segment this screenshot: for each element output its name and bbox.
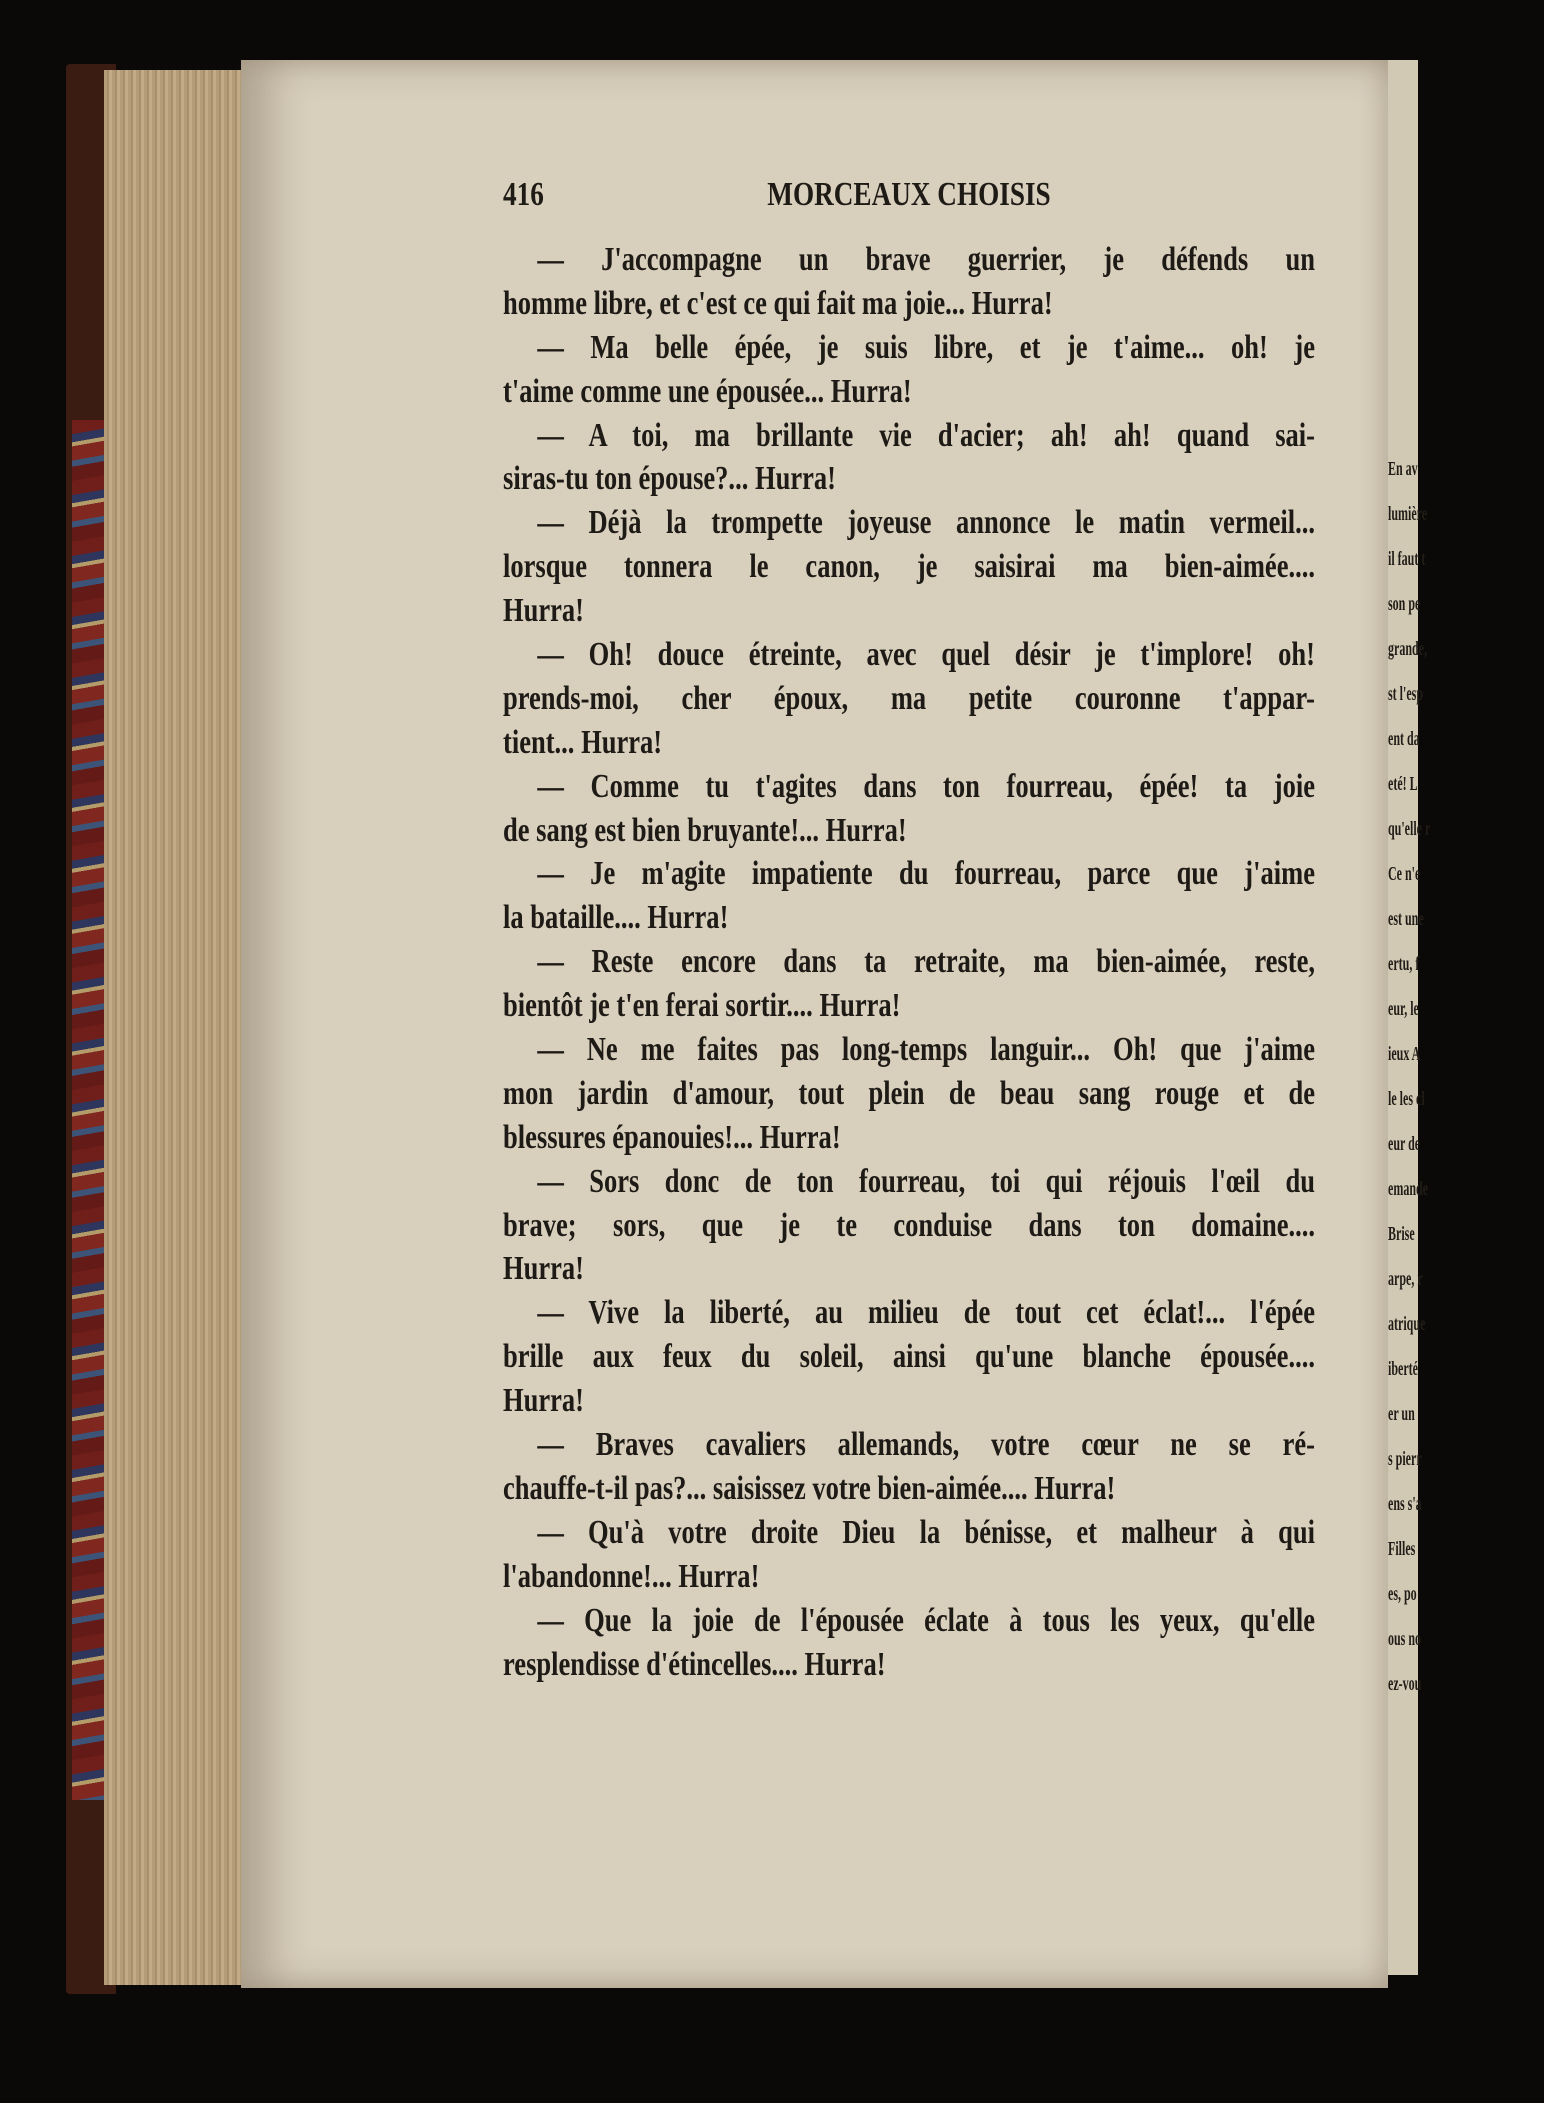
paragraph: [503, 501, 1544, 633]
text-line: resplendisse d'étincelles.... Hurra!: [503, 1645, 886, 1683]
next-page-fragment: s pierr: [1388, 1448, 1422, 1470]
paragraph: [503, 1028, 1544, 1160]
next-page-fragment: Brise: [1388, 1223, 1415, 1245]
paragraph: [503, 238, 1544, 326]
text-line: brille aux feux du soleil, ainsi qu'une blanche épousée....: [503, 1338, 1315, 1376]
next-page-fragment: ent da: [1388, 728, 1420, 750]
text-line: — Oh! douce étreinte, avec quel désir je t'implore! oh!: [537, 636, 1315, 674]
next-page-fragment: En av: [1388, 458, 1418, 480]
next-page-fragment: ous no: [1388, 1628, 1422, 1650]
paragraph: [503, 1423, 1544, 1511]
next-page-fragment: atrique: [1388, 1313, 1426, 1335]
next-page-fragment: eur de: [1388, 1133, 1421, 1155]
running-title: MORCEAUX CHOISIS: [767, 176, 1051, 213]
text-line: — A toi, ma brillante vie d'acier; ah! ah! quand sai-: [537, 416, 1315, 454]
text-line: — Qu'à votre droite Dieu la bénisse, et malheur à qui: [537, 1513, 1315, 1551]
text-line: — Ne me faites pas long-temps languir... Oh! que j'aime: [537, 1031, 1315, 1069]
text-line: chauffe-t-il pas?... saisissez votre bien-aimée.... Hurra!: [503, 1469, 1116, 1507]
next-page-fragment: eté! L: [1388, 773, 1418, 795]
paragraph: [503, 940, 1544, 1028]
text-line: mon jardin d'amour, tout plein de beau sang rouge et de: [503, 1074, 1315, 1112]
text-line: — Déjà la trompette joyeuse annonce le matin vermeil...: [537, 504, 1315, 542]
next-page-fragment: qu'elle r: [1388, 818, 1431, 840]
next-page-fragment: est une: [1388, 908, 1424, 930]
text-line: Hurra!: [503, 1382, 585, 1420]
next-page-fragment: ez-vou: [1388, 1673, 1422, 1695]
text-line: — Reste encore dans ta retraite, ma bien-aimée, reste,: [537, 943, 1315, 981]
text-line: — Ma belle épée, je suis libre, et je t'aime... oh! je: [537, 328, 1315, 366]
next-page-fragment: le les cl: [1388, 1088, 1425, 1110]
next-page-fragment: grande,: [1388, 638, 1427, 660]
page-number: 416: [503, 176, 544, 213]
paragraph: [503, 414, 1544, 502]
text-line: lorsque tonnera le canon, je saisirai ma bien-aimée....: [503, 548, 1315, 586]
page-block-edge: [104, 70, 244, 1985]
next-page-fragment: arpe, r: [1388, 1268, 1423, 1290]
text-line: prends-moi, cher époux, ma petite couronne t'appar-: [503, 679, 1315, 717]
next-page-fragment: ertu, f: [1388, 953, 1420, 975]
next-page-fragment: Filles: [1388, 1538, 1416, 1560]
marbled-edge: [72, 420, 106, 1800]
next-page-fragment: er un: [1388, 1403, 1415, 1425]
paragraph: [503, 1599, 1544, 1687]
text-line: tient... Hurra!: [503, 723, 663, 761]
text-line: de sang est bien bruyante!... Hurra!: [503, 811, 907, 849]
text-line: brave; sors, que je te conduise dans ton domaine....: [503, 1206, 1315, 1244]
next-page-fragment: son pe: [1388, 593, 1421, 615]
paragraph: [503, 1511, 1544, 1599]
next-page-fragment: ens s'a: [1388, 1493, 1422, 1515]
text-line: siras-tu ton épouse?... Hurra!: [503, 460, 836, 498]
next-page-fragment: ieux A: [1388, 1043, 1421, 1065]
next-page-fragment: Ce n'e: [1388, 863, 1421, 885]
next-page-fragment: eur, le: [1388, 998, 1419, 1020]
paragraph: [503, 633, 1544, 765]
text-line: l'abandonne!... Hurra!: [503, 1557, 760, 1595]
next-page-fragment: es, po: [1388, 1583, 1417, 1605]
text-line: — Comme tu t'agites dans ton fourreau, épée! ta joie: [537, 767, 1315, 805]
text-line: — J'accompagne un brave guerrier, je défends un: [537, 241, 1315, 278]
text-line: — Braves cavaliers allemands, votre cœur ne se ré-: [537, 1426, 1315, 1464]
text-line: — Vive la liberté, au milieu de tout cet éclat!... l'épée: [537, 1294, 1315, 1332]
text-line: t'aime comme une épousée... Hurra!: [503, 372, 912, 410]
text-line: homme libre, et c'est ce qui fait ma joie... Hurra!: [503, 284, 1053, 322]
text-line: — Je m'agite impatiente du fourreau, parce que j'aime: [537, 855, 1315, 893]
text-line: bientôt je t'en ferai sortir.... Hurra!: [503, 987, 901, 1025]
paragraph: [503, 326, 1544, 414]
paragraph: [503, 852, 1544, 940]
next-page-fragment: il faut t: [1388, 548, 1426, 570]
next-page-fragment: lumière: [1388, 503, 1428, 525]
text-line: — Que la joie de l'épousée éclate à tous les yeux, qu'elle: [537, 1601, 1315, 1639]
paragraph: [503, 1291, 1544, 1423]
page-header: [503, 176, 1315, 226]
page-body: [503, 238, 1544, 1686]
text-line: Hurra!: [503, 592, 585, 630]
paragraph: [503, 765, 1544, 853]
text-line: — Sors donc de ton fourreau, toi qui réjouis l'œil du: [537, 1162, 1315, 1200]
next-page-fragment: emande: [1388, 1178, 1429, 1200]
text-line: blessures épanouies!... Hurra!: [503, 1118, 841, 1156]
next-page-fragment: iberté: [1388, 1358, 1418, 1380]
text-line: Hurra!: [503, 1250, 585, 1288]
text-line: la bataille.... Hurra!: [503, 899, 729, 937]
next-page-fragment: st l'esp: [1388, 683, 1424, 705]
paragraph: [503, 1160, 1544, 1292]
